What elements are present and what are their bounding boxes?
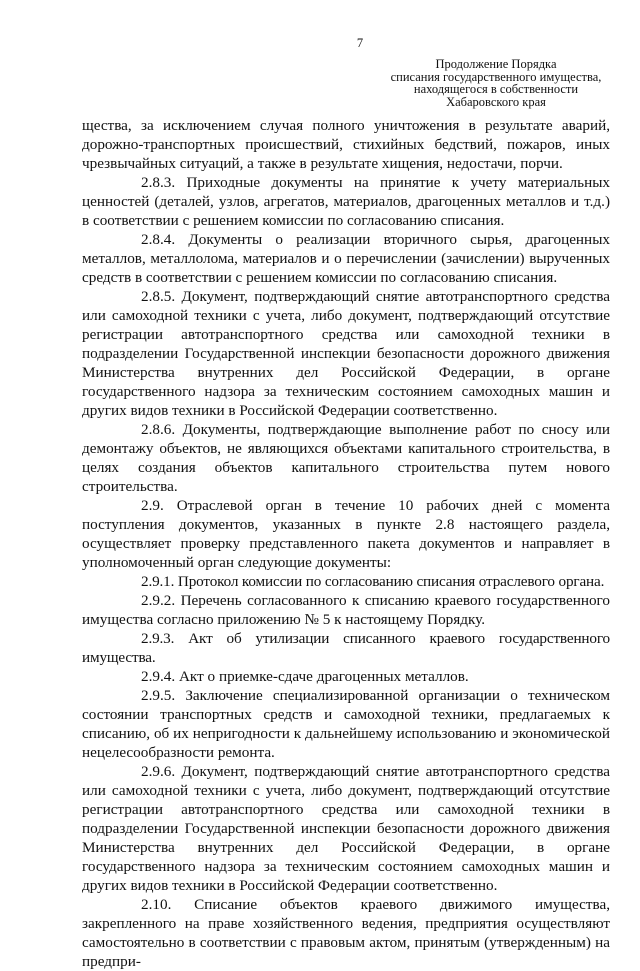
paragraph-2-9-2: 2.9.2. Перечень согласованного к списанию краевого государственного имущества согласно приложению № 5 к настоящему Порядку. <box>82 592 610 628</box>
paragraph-continuation: щества, за исключением случая полного уничтожения в результате аварий, дорожно-транспортных происшествий, стихийных бедствий, пожаров, иных чрезвычайных ситуаций, а также в результате хищения, недостачи, порчи. <box>82 117 610 172</box>
paragraph-2-9: 2.9. Отраслевой орган в течение 10 рабочих дней с момента поступления документов, указанных в пункте 2.8 настоящего раздела, осуществляет проверку представленного пакета документов и направляет в уполномоченный орган следующие документы: <box>82 497 610 571</box>
paragraph-2-8-3: 2.8.3. Приходные документы на принятие к учету материальных ценностей (деталей, узлов, агрегатов, материалов, драгоценных металлов и т.д.) в соответствии с решением комиссии по согласованию списания. <box>82 174 610 229</box>
header-line: Хабаровского края <box>446 94 546 109</box>
header-line: находящегося в собственности <box>413 82 579 96</box>
document-body <box>82 116 610 971</box>
page-number: 7 <box>356 36 364 50</box>
paragraph-2-8-5: 2.8.5. Документ, подтверждающий снятие автотранспортного средства или самоходной техники с учета, либо документ, подтверждающий отсутствие регистрации автотранспортного средства или самоходной техники в подразделении Государственной инспекции безопасности дорожного движения Министерства внутренних дел Российской Федерации, в органе государственного надзора за техническим состоянием самоходных машин и других видов техники в Российской Федерации соответственно. <box>82 288 610 419</box>
paragraph-2-9-6: 2.9.6. Документ, подтверждающий снятие автотранспортного средства или самоходной техники с учета, либо документ, подтверждающий отсутствие регистрации автотранспортного средства или самоходной техники в подразделении Государственной инспекции безопасности дорожного движения Министерства внутренних дел Российской Федерации, в органе государственного надзора за техническим состоянием самоходных машин и других видов техники в Российской Федерации соответственно. <box>82 763 610 894</box>
paragraph-2-8-4: 2.8.4. Документы о реализации вторичного сырья, драгоценных металлов, металлолома, материалов и о перечислении (зачислении) вырученных средств в соответствии с решением комиссии по согласованию списания. <box>82 231 610 286</box>
paragraph-2-10: 2.10. Списание объектов краевого движимого имущества, закрепленного на праве хозяйственного ведения, предприятия осуществляют самостоятельно в соответствии с правовым актом, принятым (утвержденным) на предпри- <box>82 896 610 970</box>
paragraph-2-9-1: 2.9.1. Протокол комиссии по согласованию списания отраслевого органа. <box>141 573 605 590</box>
paragraph-2-8-6: 2.8.6. Документы, подтверждающие выполнение работ по сносу или демонтажу объектов, не являющихся объектами капитального строительства, в целях создания объектов капитального строительства путем нового строительства. <box>82 421 610 495</box>
header-line: списания государственного имущества, <box>390 69 602 84</box>
paragraph-2-9-4: 2.9.4. Акт о приемке-сдаче драгоценных металлов. <box>141 668 469 685</box>
header-line: Продолжение Порядка <box>435 57 557 71</box>
document-header <box>380 58 612 108</box>
paragraph-2-9-5: 2.9.5. Заключение специализированной организации о техническом состоянии транспортных средств и самоходной техники, предлагаемых к списанию, об их непригодности к дальнейшему использованию и экономической нецелесообразности ремонта. <box>82 687 610 761</box>
paragraph-2-9-3: 2.9.3. Акт об утилизации списанного краевого государственного имущества. <box>82 630 610 666</box>
